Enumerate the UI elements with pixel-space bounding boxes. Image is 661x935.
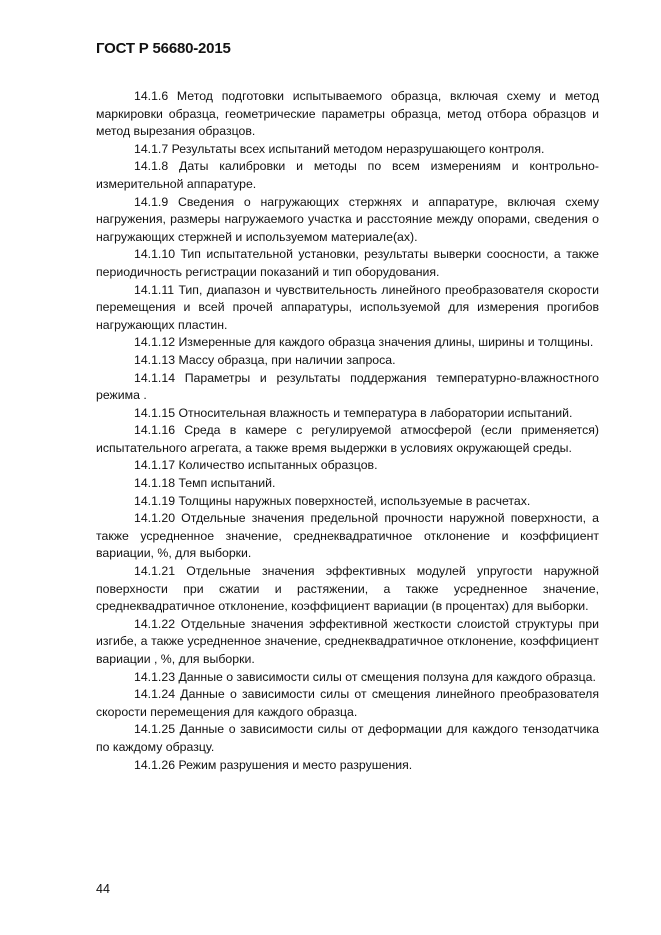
- paragraph-14-1-15: 14.1.15 Относительная влажность и температура в лаборатории испытаний.: [134, 405, 573, 420]
- document-body: [96, 88, 599, 774]
- paragraph-14-1-6: 14.1.6 Метод подготовки испытываемого образца, включая схему и метод маркировки образца, геометрические параметры образца, метод отбора образцов и метод вырезания образцов.: [96, 89, 599, 139]
- paragraph-14-1-8: 14.1.8 Даты калибровки и методы по всем измерениям и контрольно-измерительной аппаратуре.: [96, 159, 599, 191]
- document-header: ГОСТ Р 56680-2015: [96, 40, 231, 57]
- paragraph-14-1-13: 14.1.13 Массу образца, при наличии запроса.: [134, 352, 396, 367]
- paragraph-14-1-19: 14.1.19 Толщины наружных поверхностей, используемые в расчетах.: [134, 493, 531, 508]
- paragraph-14-1-24: 14.1.24 Данные о зависимости силы от смещения линейного преобразователя скорости перемещения для каждого образца.: [96, 687, 599, 719]
- paragraph-14-1-7: 14.1.7 Результаты всех испытаний методом неразрушающего контроля.: [134, 141, 545, 156]
- paragraph-14-1-25: 14.1.25 Данные о зависимости силы от деформации для каждого тензодатчика по каждому образцу.: [96, 722, 599, 754]
- paragraph-14-1-22: 14.1.22 Отдельные значения эффективной жесткости слоистой структуры при изгибе, а также усредненное значение, среднеквадратичное отклонение, коэффициент вариации , %, для выборки.: [96, 616, 599, 666]
- paragraph-14-1-9: 14.1.9 Сведения о нагружающих стержнях и аппаратуре, включая схему нагружения, размеры нагружаемого участка и расстояние между опорами, сведения о нагружающих стержней и используемом материале(ах).: [96, 194, 599, 244]
- paragraph-14-1-20: 14.1.20 Отдельные значения предельной прочности наружной поверхности, а также усредненное значение, среднеквадратичное отклонение и коэффициент вариации, %, для выборки.: [96, 511, 599, 561]
- paragraph-14-1-16: 14.1.16 Среда в камере с регулируемой атмосферой (если применяется) испытательного агрегата, а также время выдержки в условиях окружающей среды.: [96, 423, 599, 455]
- paragraph-14-1-18: 14.1.18 Темп испытаний.: [134, 476, 276, 491]
- paragraph-14-1-14: 14.1.14 Параметры и результаты поддержания температурно-влажностного режима .: [96, 370, 599, 403]
- paragraph-14-1-10: 14.1.10 Тип испытательной установки, результаты выверки соосности, а также периодичность регистрации показаний и тип оборудования.: [96, 247, 599, 279]
- paragraph-14-1-26: 14.1.26 Режим разрушения и место разрушения.: [134, 757, 413, 772]
- paragraph-14-1-12: 14.1.12 Измеренные для каждого образца значения длины, ширины и толщины.: [134, 335, 594, 350]
- paragraph-14-1-11: 14.1.11 Тип, диапазон и чувствительность линейного преобразователя скорости перемещения и всей прочей аппаратуры, используемой для измерения прогибов нагружающих пластин.: [96, 282, 599, 332]
- paragraph-14-1-23: 14.1.23 Данные о зависимости силы от смещения ползуна для каждого образца.: [134, 669, 596, 684]
- paragraph-14-1-17: 14.1.17 Количество испытанных образцов.: [134, 458, 378, 473]
- paragraph-14-1-21: 14.1.21 Отдельные значения эффективных модулей упругости наружной поверхности при сжатии и растяжении, а также усредненное значение, среднеквадратичное отклонение, коэффициент вариации (в процентах) для выборки.: [96, 564, 599, 614]
- page-number: 44: [96, 882, 110, 896]
